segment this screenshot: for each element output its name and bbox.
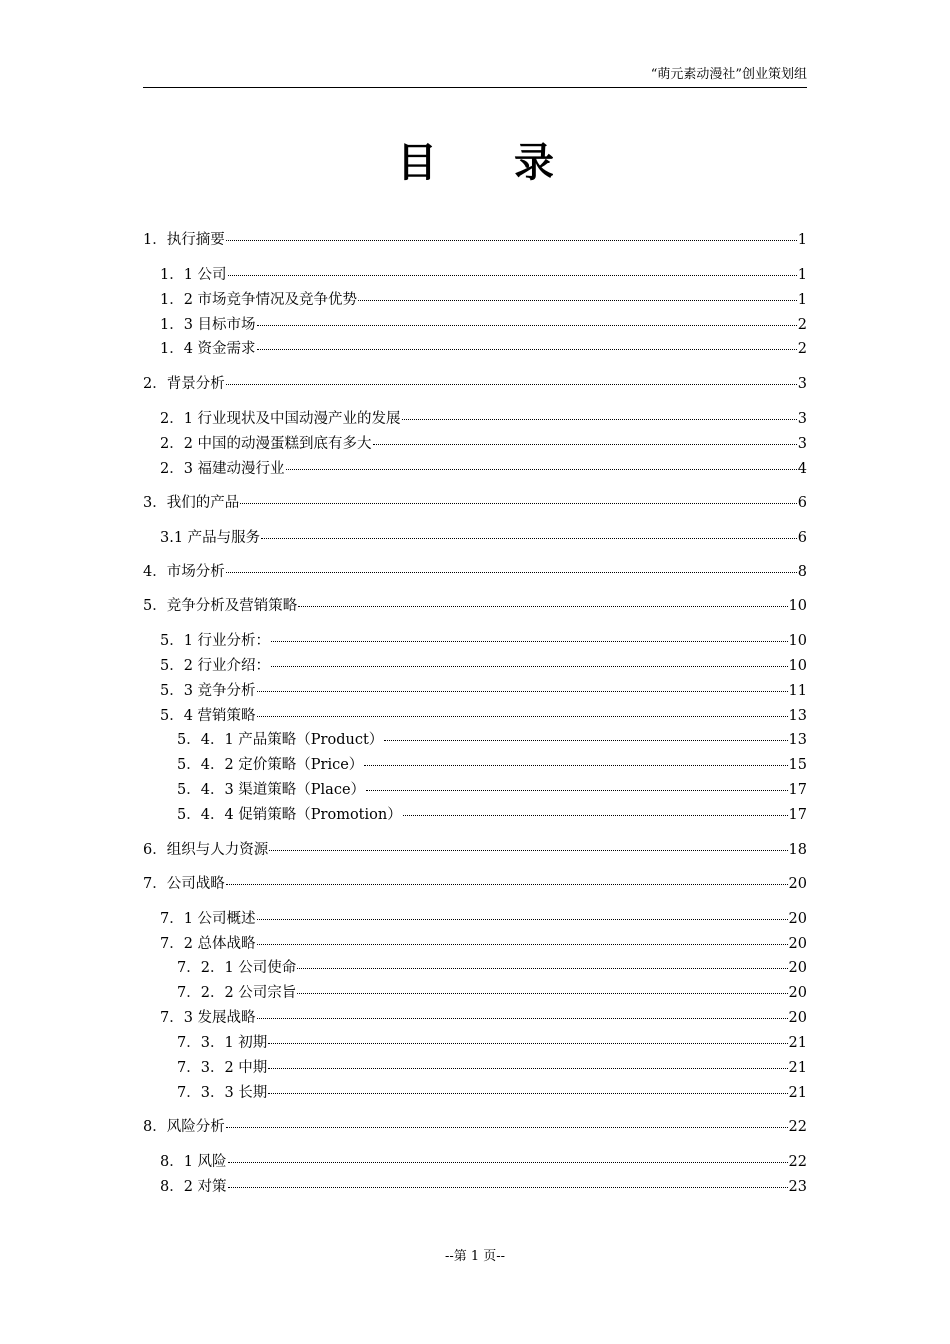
toc-entry[interactable]: [160, 631, 807, 651]
toc-entry[interactable]: [143, 874, 807, 894]
toc-entry-page: 1: [797, 292, 807, 308]
toc-entry[interactable]: [160, 1177, 807, 1197]
toc-dot-leader: [257, 944, 788, 945]
toc-entry-label: 5．4．1 产品策略（Product）: [177, 732, 384, 748]
toc-dot-leader: [269, 850, 787, 851]
toc-entry-label: 2．背景分析: [143, 376, 225, 392]
toc-entry[interactable]: [160, 315, 807, 335]
toc-entry-page: 21: [788, 1085, 807, 1101]
toc-entry[interactable]: [160, 409, 807, 429]
toc-entry-page: 13: [788, 708, 807, 724]
toc-entry-label: 5．1 行业分析：: [160, 633, 271, 649]
toc-entry-label: 1．1 公司: [160, 267, 227, 283]
toc-entry-label: 1．3 目标市场: [160, 317, 256, 333]
toc-entry[interactable]: [160, 656, 807, 676]
toc-dot-leader: [384, 740, 787, 741]
toc-entry[interactable]: [160, 265, 807, 285]
toc-entry-page: 10: [788, 658, 807, 674]
toc-dot-leader: [297, 993, 787, 994]
toc-dot-leader: [257, 349, 797, 350]
toc-entry[interactable]: [160, 909, 807, 929]
toc-entry-label: 7．3．3 长期: [177, 1085, 268, 1101]
toc-entry-page: 20: [788, 936, 807, 952]
toc-entry-label: 5．4．2 定价策略（Price）: [177, 757, 364, 773]
toc-dot-leader: [257, 691, 788, 692]
toc-entry-page: 18: [788, 842, 807, 858]
toc-entry-page: 6: [797, 495, 807, 511]
toc-entry[interactable]: [160, 706, 807, 726]
toc-entry[interactable]: [160, 339, 807, 359]
toc-dot-leader: [403, 815, 788, 816]
toc-entry-label: 5．3 竞争分析: [160, 683, 256, 699]
toc-dot-leader: [268, 1068, 787, 1069]
toc-entry[interactable]: [143, 374, 807, 394]
toc-entry-page: 13: [788, 732, 807, 748]
toc-entry-page: 3: [797, 436, 807, 452]
toc-entry-page: 22: [788, 1154, 807, 1170]
header-text: “萌元素动漫社”创业策划组: [650, 67, 807, 82]
toc-entry-page: 15: [788, 757, 807, 773]
toc-entry-label: 1．执行摘要: [143, 232, 225, 248]
toc-entry-label: 7．2．2 公司宗旨: [177, 985, 297, 1001]
toc-dot-leader: [257, 325, 797, 326]
toc-dot-leader: [297, 968, 787, 969]
toc-dot-leader: [226, 240, 797, 241]
toc-entry-page: 1: [797, 267, 807, 283]
toc-entry-label: 2．2 中国的动漫蛋糕到底有多大: [160, 436, 372, 452]
toc-entry[interactable]: [160, 934, 807, 954]
toc-dot-leader: [402, 419, 797, 420]
toc-entry[interactable]: [160, 434, 807, 454]
toc-entry-page: 17: [788, 807, 807, 823]
toc-dot-leader: [358, 300, 797, 301]
toc-entry-label: 5．2 行业介绍：: [160, 658, 271, 674]
toc-entry[interactable]: [160, 459, 807, 479]
toc-entry[interactable]: [143, 493, 807, 513]
toc-entry-page: 10: [788, 598, 807, 614]
toc-dot-leader: [257, 716, 788, 717]
toc-entry-page: 4: [797, 461, 807, 477]
toc-entry-page: 2: [797, 341, 807, 357]
toc-entry-page: 3: [797, 376, 807, 392]
toc-entry-label: 5．4．3 渠道策略（Place）: [177, 782, 366, 798]
toc-entry-page: 6: [797, 530, 807, 546]
toc-dot-leader: [226, 572, 797, 573]
toc-entry-label: 7．2 总体战略: [160, 936, 256, 952]
toc-entry-label: 2．1 行业现状及中国动漫产业的发展: [160, 411, 401, 427]
page-footer: --第 1 页--: [444, 1249, 506, 1264]
toc-entry-label: 7．3．2 中期: [177, 1060, 268, 1076]
toc-entry[interactable]: [143, 562, 807, 582]
toc-entry-label: 7．1 公司概述: [160, 911, 256, 927]
toc-title: [143, 140, 807, 186]
toc-entry-label: 5．4 营销策略: [160, 708, 256, 724]
toc-dot-leader: [268, 1093, 787, 1094]
toc-entry-page: 2: [797, 317, 807, 333]
toc-entry[interactable]: [160, 1152, 807, 1172]
toc-entry[interactable]: [177, 755, 807, 775]
toc-entry-page: 8: [797, 564, 807, 580]
toc-entry-label: 2．3 福建动漫行业: [160, 461, 285, 477]
toc-entry-label: 3．我们的产品: [143, 495, 240, 511]
toc-dot-leader: [257, 919, 788, 920]
toc-dot-leader: [226, 1127, 788, 1128]
toc-dot-leader: [228, 1162, 788, 1163]
toc-entry[interactable]: [177, 983, 807, 1003]
toc-entry-label: 3.1 产品与服务: [160, 530, 261, 546]
toc-dot-leader: [286, 469, 797, 470]
toc-entry-label: 7．公司战略: [143, 876, 225, 892]
toc-entry[interactable]: [160, 290, 807, 310]
toc-entry[interactable]: [177, 958, 807, 978]
toc-entry-label: 7．2．1 公司使命: [177, 960, 297, 976]
toc-dot-leader: [271, 641, 787, 642]
toc-entry-label: 7．3 发展战略: [160, 1010, 256, 1026]
toc-entry-page: 21: [788, 1035, 807, 1051]
toc-entry-page: 20: [788, 985, 807, 1001]
toc-dot-leader: [240, 503, 797, 504]
toc-title-char-1: 目: [397, 140, 437, 186]
toc-dot-leader: [373, 444, 797, 445]
toc-entry-label: 4．市场分析: [143, 564, 225, 580]
toc-entry-label: 6．组织与人力资源: [143, 842, 269, 858]
toc-entry-label: 8．2 对策: [160, 1179, 227, 1195]
toc-entry[interactable]: [177, 1058, 807, 1078]
toc-entry[interactable]: [160, 681, 807, 701]
toc-entry-page: 20: [788, 1010, 807, 1026]
toc-entry[interactable]: [143, 596, 807, 616]
toc-dot-leader: [261, 538, 797, 539]
toc-dot-leader: [226, 384, 797, 385]
toc-entry-label: 5．竞争分析及营销策略: [143, 598, 298, 614]
toc-entry-page: 3: [797, 411, 807, 427]
toc-entry-page: 20: [788, 876, 807, 892]
toc-entry[interactable]: [177, 1083, 807, 1103]
toc-dot-leader: [226, 884, 788, 885]
toc-entry[interactable]: [177, 730, 807, 750]
toc-title-char-2: 录: [514, 140, 554, 186]
toc-dot-leader: [364, 765, 787, 766]
toc-dot-leader: [228, 1187, 788, 1188]
toc-entry-page: 11: [788, 683, 807, 699]
toc-dot-leader: [228, 275, 797, 276]
toc-entry[interactable]: [143, 230, 807, 250]
toc-entry-label: 5．4．4 促销策略（Promotion）: [177, 807, 402, 823]
toc-entry-label: 8．风险分析: [143, 1119, 225, 1135]
toc-entry-label: 8．1 风险: [160, 1154, 227, 1170]
toc-entry[interactable]: [177, 805, 807, 825]
toc-entry[interactable]: [177, 1033, 807, 1053]
toc-entry-page: 21: [788, 1060, 807, 1076]
toc-entry[interactable]: [160, 1008, 807, 1028]
toc-dot-leader: [271, 666, 787, 667]
page-header: [143, 64, 807, 88]
toc-dot-leader: [257, 1018, 788, 1019]
toc-entry-label: 1．2 市场竞争情况及竞争优势: [160, 292, 358, 308]
toc-entry[interactable]: [177, 780, 807, 800]
toc-entry[interactable]: [160, 528, 807, 548]
toc-entry-page: 1: [797, 232, 807, 248]
toc-entry-page: 17: [788, 782, 807, 798]
toc-entry-page: 20: [788, 960, 807, 976]
toc-dot-leader: [366, 790, 788, 791]
toc-entry-label: 7．3．1 初期: [177, 1035, 268, 1051]
toc-entry-page: 10: [788, 633, 807, 649]
toc-entry-page: 22: [788, 1119, 807, 1135]
toc-dot-leader: [268, 1043, 787, 1044]
toc-entry-page: 20: [788, 911, 807, 927]
toc-entry-label: 1．4 资金需求: [160, 341, 256, 357]
toc-entry[interactable]: [143, 1117, 807, 1137]
toc-dot-leader: [298, 606, 787, 607]
toc-entry-page: 23: [788, 1179, 807, 1195]
toc-entry[interactable]: [143, 840, 807, 860]
